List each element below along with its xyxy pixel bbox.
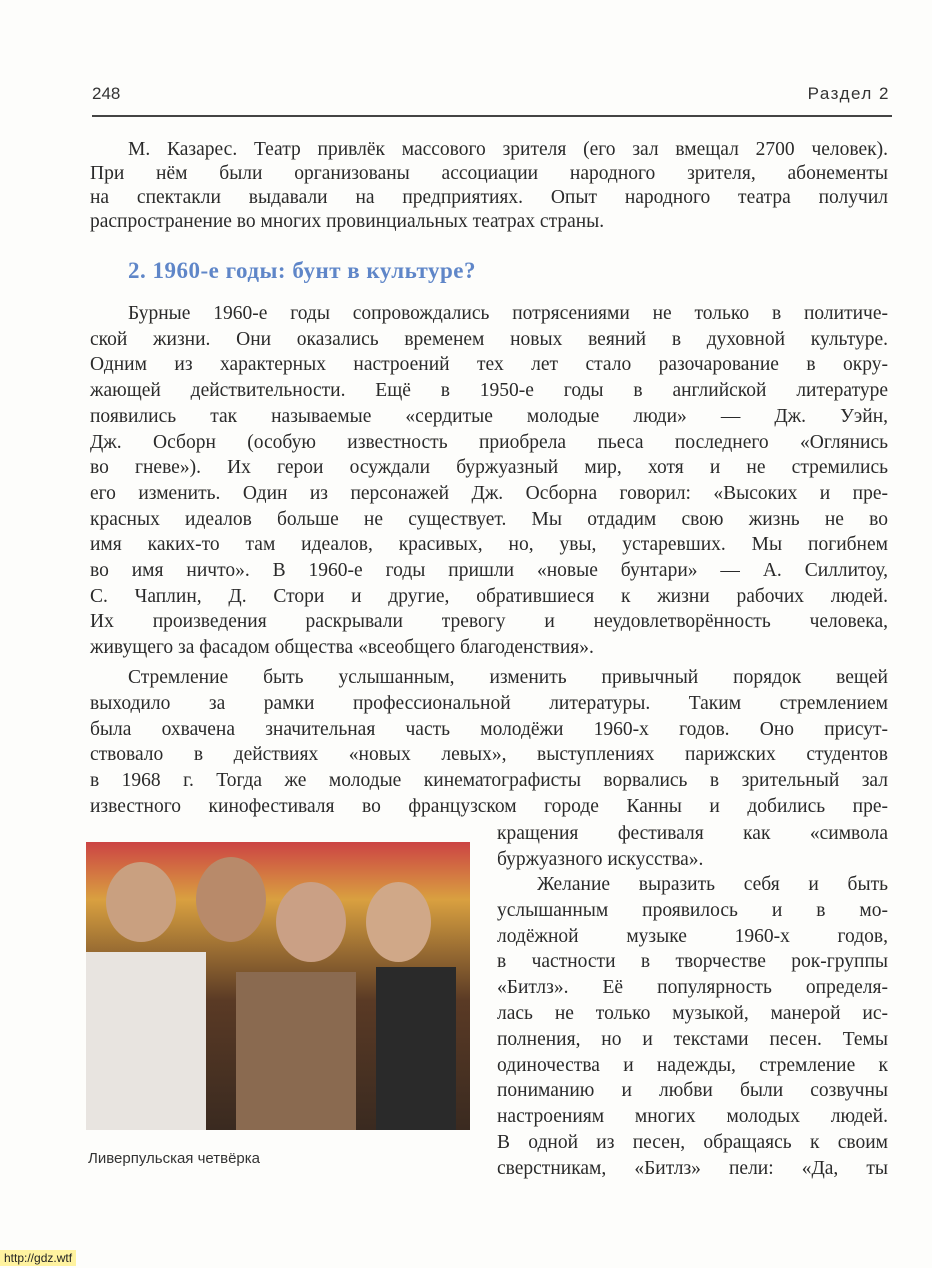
figure-caption: Ливерпульская четвёрка: [88, 1150, 261, 1167]
text-line: лодёжной музыке 1960-х годов,: [497, 925, 888, 947]
text-line: лась не только музыкой, манерой ис-: [497, 1003, 888, 1024]
text-line: во имя ничто». В 1960-е годы пришли «новые бунтари» — А. Силлитоу,: [90, 560, 888, 581]
beatles-photo: [86, 842, 470, 1130]
text-line: Бурные 1960-е годы сопровождались потрясениями не только в политиче-: [128, 303, 888, 324]
text-line: одиночества и надежды, стремление к: [497, 1054, 888, 1076]
text-line: Дж. Осборн (особую известность приобрела пьеса последнего «Оглянись: [90, 431, 888, 453]
page-number: 248: [92, 84, 121, 103]
text-line: в частности в творчестве рок-группы: [497, 951, 888, 973]
text-line: С. Чаплин, Д. Стори и другие, обратившиеся к жизни рабочих людей.: [90, 585, 888, 607]
watermark-link[interactable]: http://gdz.wtf: [0, 1250, 76, 1266]
header-rule: [92, 115, 892, 117]
text-line: распространение во многих провинциальных театрах страны.: [90, 211, 605, 232]
text-line: полнения, но и текстами песен. Темы: [497, 1028, 888, 1050]
text-line: на спектакли выдавали на предприятиях. Опыт народного театра получил: [90, 187, 888, 208]
text-line: живущего за фасадом общества «всеобщего благоденствия».: [90, 637, 594, 659]
text-line: услышанным проявилось и в мо-: [497, 899, 888, 921]
text-line: его изменить. Один из персонажей Дж. Осборна говорил: «Высоких и пре-: [90, 482, 888, 504]
text-line: сверстникам, «Битлз» пели: «Да, ты: [497, 1157, 888, 1179]
text-line: красных идеалов больше не существует. Мы отдадим свою жизнь не во: [90, 508, 888, 530]
text-line: была охвачена значительная часть молодёжи 1960-х годов. Оно присут-: [90, 718, 888, 740]
text-line: кращения фестиваля как «символа: [497, 823, 888, 844]
section-heading: 2. 1960-е годы: бунт в культуре?: [128, 258, 476, 283]
text-line: жающей действительности. Ещё в 1950-е годы в английской литературе: [90, 380, 888, 402]
text-line: появились так называемые «сердитые молодые люди» — Дж. Уэйн,: [90, 405, 888, 427]
text-line: М. Казарес. Театр привлёк массового зрителя (его зал вмещал 2700 человек).: [128, 139, 888, 160]
text-line: настроениям многих молодых людей.: [497, 1106, 888, 1128]
text-line: Одним из характерных настроений тех лет стало разочарование в окру-: [90, 354, 888, 376]
text-line: В одной из песен, обращаясь к своим: [497, 1132, 888, 1153]
text-line: буржуазного искусства».: [497, 848, 704, 870]
text-line: Желание выразить себя и быть: [537, 874, 888, 895]
text-line: известного кинофестиваля во французском городе Канны и добились пре-: [90, 796, 888, 817]
section-title: Раздел 2: [807, 84, 890, 103]
text-line: Их произведения раскрывали тревогу и неудовлетворённость человека,: [90, 611, 888, 633]
text-line: «Битлз». Её популярность определя-: [497, 977, 888, 999]
text-line: во гневе»). Их герои осуждали буржуазный мир, хотя и не стремились: [90, 457, 888, 479]
text-line: в 1968 г. Тогда же молодые кинематографисты ворвались в зрительный зал: [90, 770, 888, 792]
text-line: пониманию и любви были созвучны: [497, 1080, 888, 1102]
text-line: Стремление быть услышанным, изменить привычный порядок вещей: [128, 667, 888, 688]
text-line: При нём были организованы ассоциации народного зрителя, абонементы: [90, 163, 888, 184]
text-line: выходило за рамки профессиональной литературы. Таким стремлением: [90, 692, 888, 714]
text-line: ствовало в действиях «новых левых», выступлениях парижских студентов: [90, 744, 888, 766]
text-line: имя каких-то там идеалов, красивых, но, увы, устаревших. Мы погибнем: [90, 534, 888, 556]
text-line: ской жизни. Они оказались временем новых веяний в духовной культуре.: [90, 328, 888, 350]
